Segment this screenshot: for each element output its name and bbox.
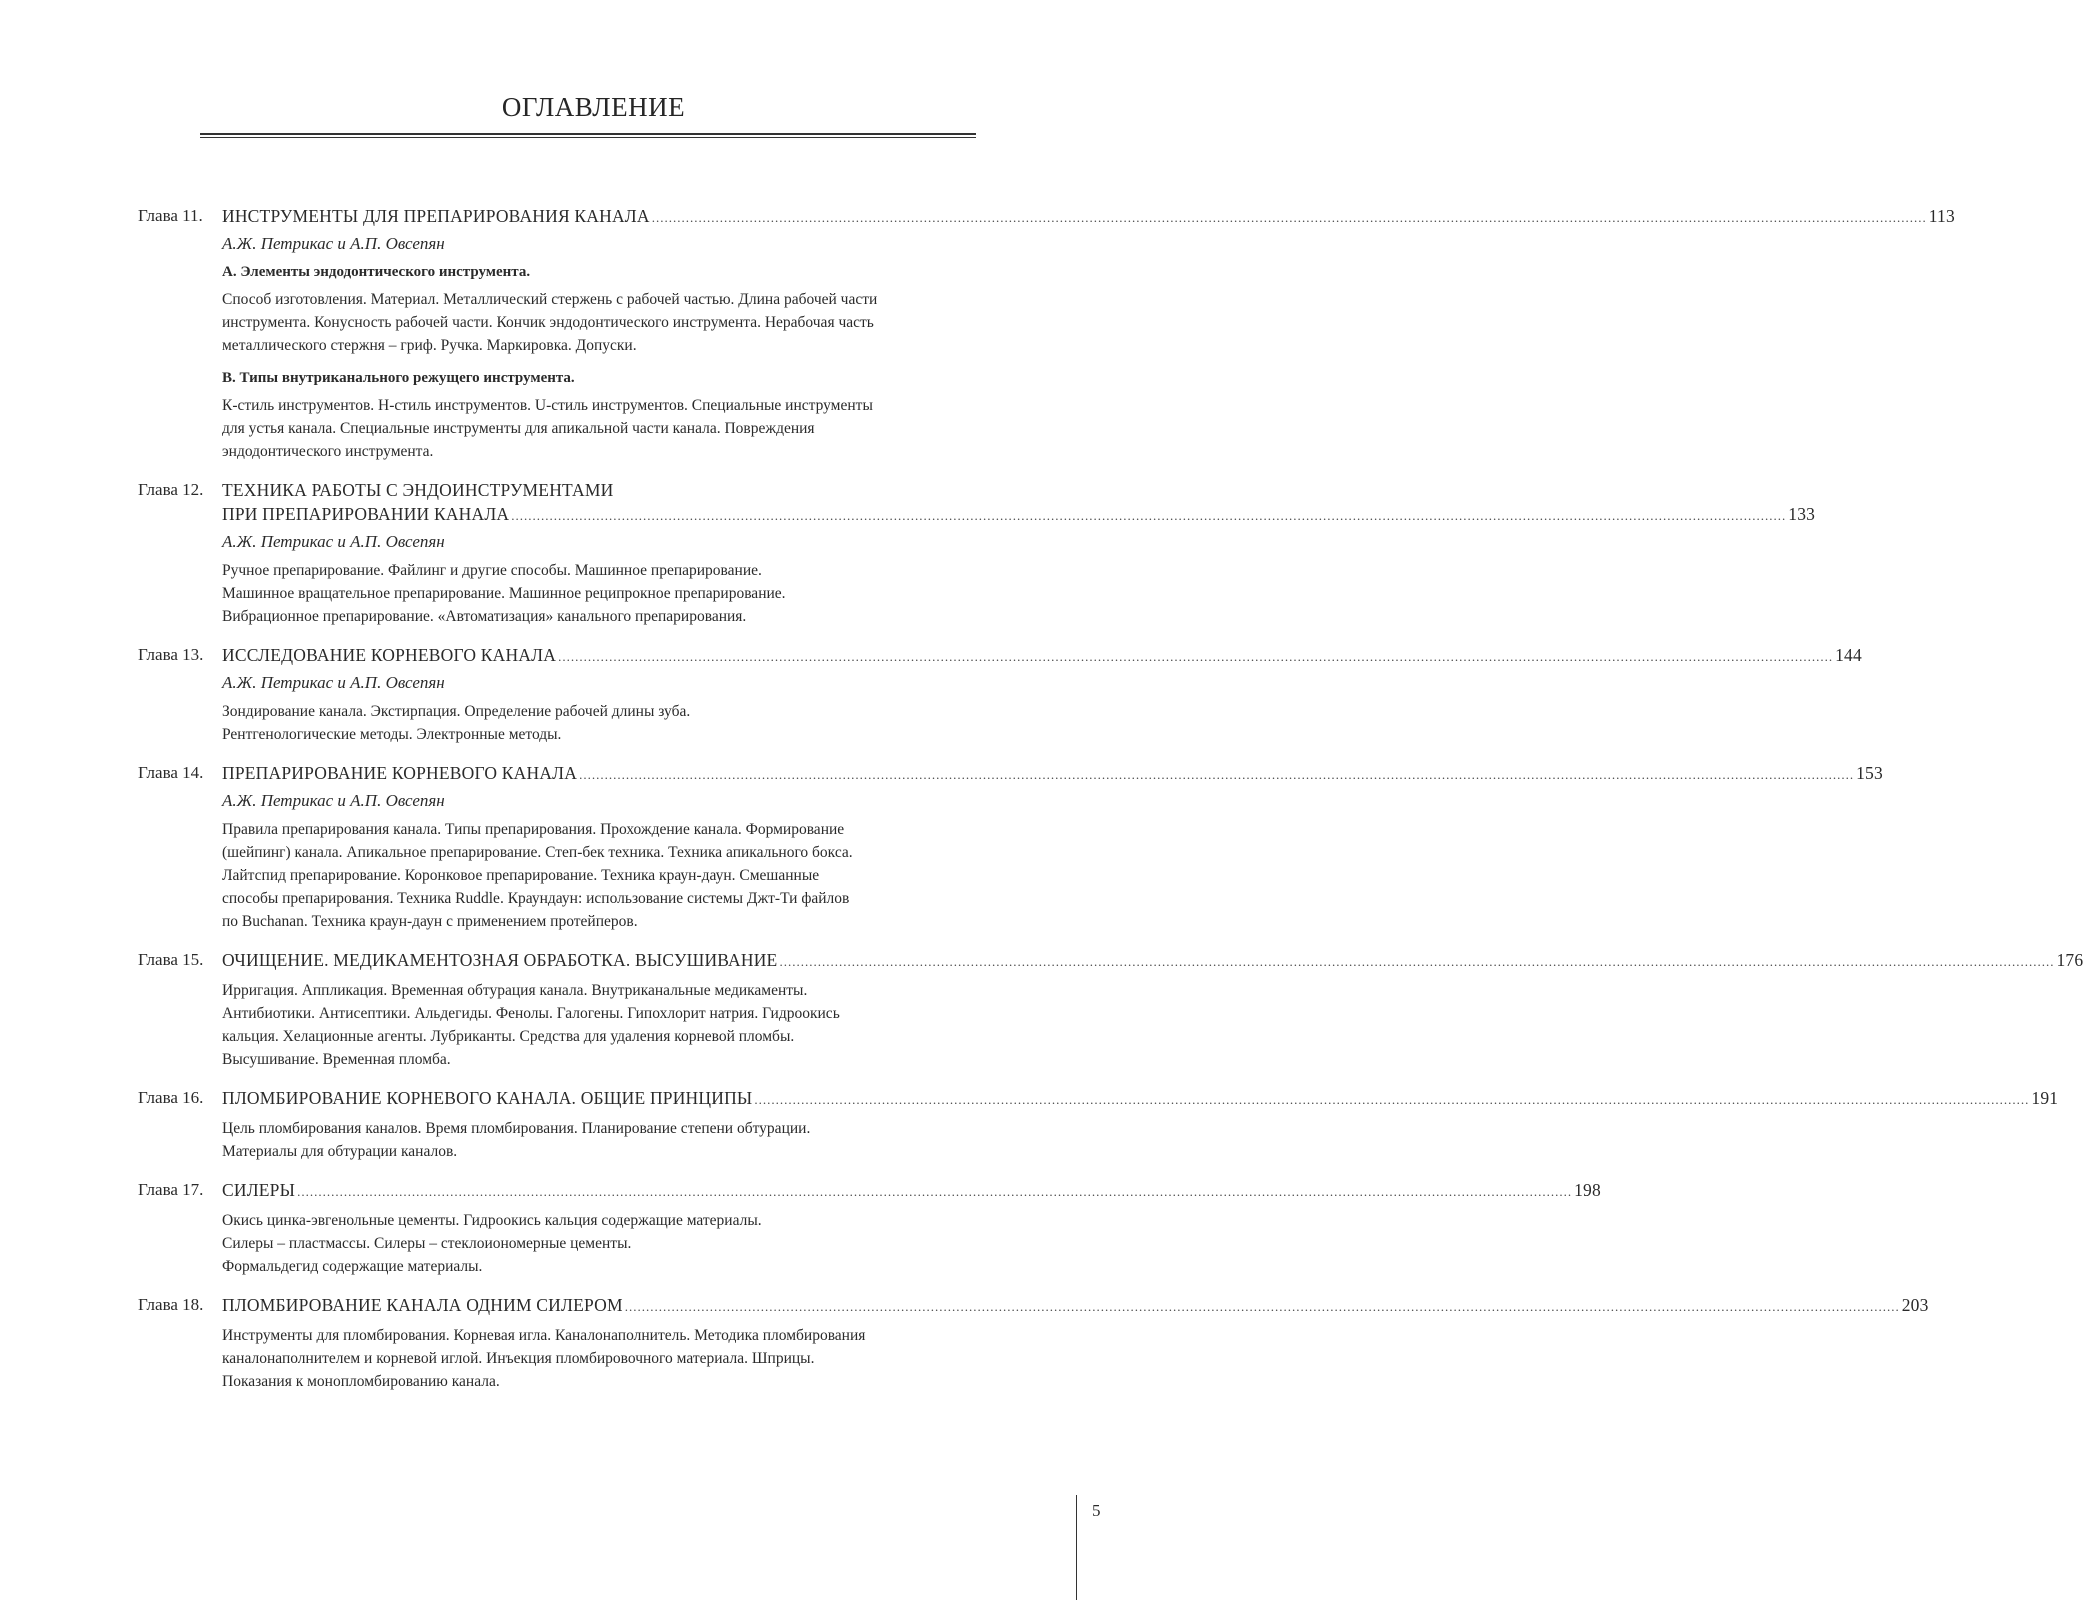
chapter-title: ОЧИЩЕНИЕ. МЕДИКАМЕНТОЗНАЯ ОБРАБОТКА. ВЫСУШИВАНИЕ bbox=[222, 950, 778, 970]
dot-leader: ............................................................................................................................................................................................................................................................................................................ bbox=[558, 649, 1834, 664]
toc-chapter-13 bbox=[138, 643, 1862, 746]
dot-leader: ............................................................................................................................................................................................................................................................................................................ bbox=[297, 1184, 1573, 1199]
chapter-page: 144 bbox=[1835, 645, 1862, 665]
description-line: Ирригация. Аппликация. Временная обтурация канала. Внутриканальные медикаменты. bbox=[222, 982, 808, 999]
description-line: Вибрационное препарирование. «Автоматизация» канального препарирования. bbox=[222, 608, 747, 625]
toc-chapter-17 bbox=[138, 1178, 1601, 1278]
chapter-title-link[interactable] bbox=[222, 1293, 1929, 1319]
description-line: Инструменты для пломбирования. Корневая игла. Каналонаполнитель. Методика пломбирования bbox=[222, 1327, 866, 1344]
chapter-page: 203 bbox=[1901, 1295, 1929, 1315]
dot-leader: ............................................................................................................................................................................................................................................................................................................ bbox=[624, 1299, 1900, 1314]
chapter-title-link[interactable] bbox=[222, 1178, 1601, 1204]
chapter-label: Глава 15. bbox=[138, 950, 204, 969]
description-line: кальция. Хелационные агенты. Лубриканты. Средства для удаления корневой пломбы. bbox=[222, 1028, 795, 1045]
section-description bbox=[222, 394, 982, 463]
description-line: инструмента. Конусность рабочей части. Кончик эндодонтического инструмента. Нерабочая часть bbox=[222, 314, 874, 331]
description-line: Высушивание. Временная пломба. bbox=[222, 1051, 451, 1068]
chapter-title: СИЛЕРЫ bbox=[222, 1180, 296, 1200]
chapter-title: ПЛОМБИРОВАНИЕ КОРНЕВОГО КАНАЛА. ОБЩИЕ ПРИНЦИПЫ bbox=[222, 1088, 753, 1108]
chapter-title-link[interactable] bbox=[222, 1086, 2059, 1112]
chapter-authors: А.Ж. Петрикас и А.П. Овсепян bbox=[222, 673, 445, 692]
description-line: Материалы для обтурации каналов. bbox=[222, 1143, 458, 1160]
dot-leader: ............................................................................................................................................................................................................................................................................................................ bbox=[754, 1092, 2030, 1107]
chapter-description bbox=[222, 1324, 982, 1393]
chapter-title-link[interactable] bbox=[222, 948, 2083, 974]
chapter-label: Глава 11. bbox=[138, 206, 203, 225]
description-line: Показания к монопломбированию канала. bbox=[222, 1373, 500, 1390]
description-line: Формальдегид содержащие материалы. bbox=[222, 1258, 483, 1275]
chapter-page: 191 bbox=[2031, 1088, 2059, 1108]
chapter-description bbox=[222, 818, 982, 933]
chapter-label: Глава 18. bbox=[138, 1295, 204, 1314]
page-number: 5 bbox=[1092, 1501, 1101, 1520]
description-line: Лайтспид препарирование. Коронковое препарирование. Техника краун-даун. Смешанные bbox=[222, 867, 820, 884]
chapter-title-line1[interactable]: ТЕХНИКА РАБОТЫ С ЭНДОИНСТРУМЕНТАМИ bbox=[222, 480, 614, 500]
chapter-title-link[interactable] bbox=[222, 761, 1883, 787]
description-line: для устья канала. Специальные инструменты для апикальной части канала. Повреждения bbox=[222, 420, 815, 437]
dot-leader: ............................................................................................................................................................................................................................................................................................................ bbox=[779, 954, 2055, 969]
chapter-page: 153 bbox=[1856, 763, 1883, 783]
chapter-title: ПЛОМБИРОВАНИЕ КАНАЛА ОДНИМ СИЛЕРОМ bbox=[222, 1295, 623, 1315]
chapter-title: ИНСТРУМЕНТЫ ДЛЯ ПРЕПАРИРОВАНИЯ КАНАЛА bbox=[222, 206, 650, 226]
chapter-authors: А.Ж. Петрикас и А.П. Овсепян bbox=[222, 791, 445, 810]
chapter-title-link[interactable] bbox=[222, 204, 1955, 230]
toc-chapter-12 bbox=[138, 478, 1816, 628]
page-title: ОГЛАВЛЕНИЕ bbox=[501, 92, 686, 122]
chapter-authors: А.Ж. Петрикас и А.П. Овсепян bbox=[222, 532, 445, 551]
chapter-description bbox=[222, 979, 982, 1071]
description-line: эндодонтического инструмента. bbox=[222, 443, 434, 460]
chapter-description bbox=[222, 1117, 982, 1163]
chapter-title: ПРЕПАРИРОВАНИЕ КОРНЕВОГО КАНАЛА bbox=[222, 763, 578, 783]
description-line: Цель пломбирования каналов. Время пломбирования. Планирование степени обтурации. bbox=[222, 1120, 811, 1137]
description-line: Антибиотики. Антисептики. Альдегиды. Фенолы. Галогены. Гипохлорит натрия. Гидроокись bbox=[222, 1005, 840, 1022]
chapter-page: 198 bbox=[1574, 1180, 1601, 1200]
description-line: каналонаполнителем и корневой иглой. Инъекция пломбировочного материала. Шприцы. bbox=[222, 1350, 815, 1367]
description-line: Силеры – пластмассы. Силеры – стеклоиономерные цементы. bbox=[222, 1235, 632, 1252]
description-line: Зондирование канала. Экстирпация. Определение рабочей длины зуба. bbox=[222, 703, 691, 720]
toc-chapter-16 bbox=[138, 1086, 2059, 1163]
description-line: К-стиль инструментов. Н-стиль инструментов. U-стиль инструментов. Специальные инструменты bbox=[222, 397, 873, 414]
chapter-description bbox=[222, 559, 982, 628]
chapter-description bbox=[222, 1209, 982, 1278]
chapter-label: Глава 14. bbox=[138, 763, 204, 782]
chapter-title-link[interactable] bbox=[222, 502, 1816, 528]
toc-chapter-11 bbox=[138, 204, 1955, 463]
chapter-description bbox=[222, 700, 982, 746]
description-line: по Buchanan. Техника краун-даун с применением протейперов. bbox=[222, 913, 638, 930]
chapter-label: Глава 17. bbox=[138, 1180, 204, 1199]
description-line: металлического стержня – гриф. Ручка. Маркировка. Допуски. bbox=[222, 337, 637, 354]
section-heading: А. Элементы эндодонтического инструмента. bbox=[222, 264, 531, 280]
description-line: (шейпинг) канала. Апикальное препарирование. Степ-бек техника. Техника апикального бокса. bbox=[222, 844, 853, 861]
description-line: способы препарирования. Техника Ruddle. Краундаун: использование системы Джт-Ти файлов bbox=[222, 890, 850, 907]
chapter-page: 133 bbox=[1788, 504, 1816, 524]
dot-leader: ............................................................................................................................................................................................................................................................................................................ bbox=[651, 210, 1927, 225]
chapter-page: 113 bbox=[1928, 206, 1955, 226]
chapter-label: Глава 16. bbox=[138, 1088, 204, 1107]
toc-chapter-18 bbox=[138, 1293, 1929, 1393]
chapter-authors: А.Ж. Петрикас и А.П. Овсепян bbox=[222, 234, 445, 253]
chapter-title: ПРИ ПРЕПАРИРОВАНИИ КАНАЛА bbox=[222, 504, 510, 524]
description-line: Ручное препарирование. Файлинг и другие способы. Машинное препарирование. bbox=[222, 562, 762, 579]
title-rule-thick bbox=[200, 133, 976, 135]
chapter-label: Глава 12. bbox=[138, 480, 204, 499]
table-of-contents bbox=[138, 204, 2083, 1408]
toc-chapter-15 bbox=[138, 948, 2083, 1071]
description-line: Правила препарирования канала. Типы препарирования. Прохождение канала. Формирование bbox=[222, 821, 845, 838]
description-line: Рентгенологические методы. Электронные методы. bbox=[222, 726, 562, 743]
dot-leader: ............................................................................................................................................................................................................................................................................................................ bbox=[511, 508, 1787, 523]
section-description bbox=[222, 288, 982, 357]
chapter-page: 176 bbox=[2056, 950, 2083, 970]
chapter-title-link[interactable] bbox=[222, 643, 1862, 669]
section-heading: B. Типы внутриканального режущего инструмента. bbox=[222, 370, 575, 386]
title-rule-thin bbox=[200, 137, 976, 138]
description-line: Машинное вращательное препарирование. Машинное реципрокное препарирование. bbox=[222, 585, 786, 602]
chapter-label: Глава 13. bbox=[138, 645, 204, 664]
dot-leader: ............................................................................................................................................................................................................................................................................................................ bbox=[579, 767, 1855, 782]
description-line: Окись цинка-эвгенольные цементы. Гидроокись кальция содержащие материалы. bbox=[222, 1212, 762, 1229]
toc-chapter-14 bbox=[138, 761, 1883, 933]
description-line: Способ изготовления. Материал. Металлический стержень с рабочей частью. Длина рабочей части bbox=[222, 291, 878, 308]
chapter-title: ИССЛЕДОВАНИЕ КОРНЕВОГО КАНАЛА bbox=[222, 645, 557, 665]
page-number-bar bbox=[1076, 1495, 1077, 1600]
